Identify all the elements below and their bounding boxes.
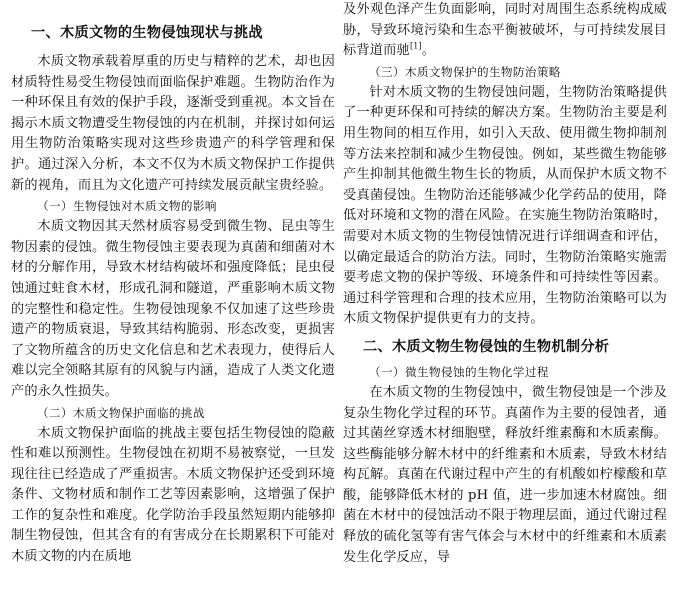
subsection-heading-2-1: （一）微生物侵蚀的生物化学过程 xyxy=(369,364,549,379)
intro-paragraph: 木质文物承载着厚重的历史与精粹的艺术，却也因材质特性易受生物侵蚀而面临保护难题。生物防治作为一种环保且有效的保护手段，逐渐受到重视。本文旨在揭示木质文物遭受生物侵蚀的内在机制，并探讨如何运用生物防治策略实现对这些珍贵遗产的科学管理和保护。通过深入分析，本文不仅为木质文物保护工作提供新的视角，而且为文化遗产可持续发展贡献宝贵经验。 xyxy=(11,54,335,193)
subsection-heading-1-1: （一）生物侵蚀对木质文物的影响 xyxy=(37,199,217,214)
citation-reference[interactable]: [1] xyxy=(409,41,422,51)
continued-paragraph-text: 及外观色泽产生负面影响，同时对周围生态系统构成威胁，导致环境污染和生态平衡被破坏，与可持续发展目标背道而驰 xyxy=(343,2,667,59)
paragraph-microbial-biochemistry: 在木质文物的生物侵蚀中，微生物侵蚀是一个涉及复杂生物化学过程的环节。真菌作为主要的侵蚀者，通过其菌丝穿透木材细胞壁，释放纤维素酶和木质素酶。这些酶能够分解木材中的纤维素和木质素，导致木材结构瓦解。真菌在代谢过程中产生的有机酸如柠檬酸和草酸，能够降低木材的 pH 值，进一步加速木材腐蚀。细菌在木材中的侵蚀活动不限于物理层面，通过代谢过程释放的硫化氢等有害气体会与木材中的纤维素和木质素发生化学反应，导 xyxy=(343,384,667,565)
continued-paragraph-end: 。 xyxy=(421,43,436,59)
right-column xyxy=(343,0,667,568)
left-column xyxy=(11,22,335,568)
section-heading-2: 二、木质文物生物侵蚀的生物机制分析 xyxy=(363,338,610,355)
paragraph-biological-erosion-impact: 木质文物因其天然材质容易受到微生物、昆虫等生物因素的侵蚀。微生物侵蚀主要表现为真菌和细菌对木材的分解作用，导致木材结构破坏和强度降低；昆虫侵蚀通过蛀食木材，形成孔洞和隧道，严重影响木质文物的完整性和稳定性。生物侵蚀现象不仅加速了这些珍贵遗产的物质衰退，导致其结构脆弱、形态改变，更损害了文物所蕴含的历史文化信息和艺术表现力，使得后人难以完全领略其原有的风貌与内涵，造成了人类文化遗产的永久性损失。 xyxy=(11,219,335,399)
continued-paragraph xyxy=(343,0,667,62)
subsection-heading-1-3: （三）木质文物保护的生物防治策略 xyxy=(369,64,561,79)
paragraph-protection-challenges: 木质文物保护面临的挑战主要包括生物侵蚀的隐蔽性和难以预测性。生物侵蚀在初期不易被察觉，一旦发现往往已经造成了严重损害。木质文物保护还受到环境条件、文物材质和制作工艺等因素影响，这增强了保护工作的复杂性和难度。化学防治手段虽然短期内能够抑制生物侵蚀，但其含有的有害成分在长期累积下可能对木质文物的内在质地 xyxy=(11,425,335,565)
paragraph-biocontrol-strategy: 针对木质文物的生物侵蚀问题，生物防治策略提供了一种更环保和可持续的解决方案。生物防治主要是利用生物间的相互作用，如引入天敌、使用微生物抑制剂等方法来控制和减少生物侵蚀。例如，某些微生物能够产生抑制其他微生物生长的物质，从而保护木质文物不受真菌侵蚀。生物防治还能够减少化学药品的使用，降低对环境和文物的潜在风险。在实施生物防治策略时，需要对木质文物的生物侵蚀情况进行详细调查和评估，以确定最适合的防治方法。同时，生物防治策略实施需要考虑文物的保护等级、环境条件和可持续性等因素。通过科学管理和合理的技术应用，生物防治策略可以为木质文物保护提供更有力的支持。 xyxy=(343,84,667,327)
subsection-heading-1-2: （二）木质文物保护面临的挑战 xyxy=(37,405,205,420)
section-heading-1: 一、木质文物的生物侵蚀现状与挑战 xyxy=(31,25,263,41)
